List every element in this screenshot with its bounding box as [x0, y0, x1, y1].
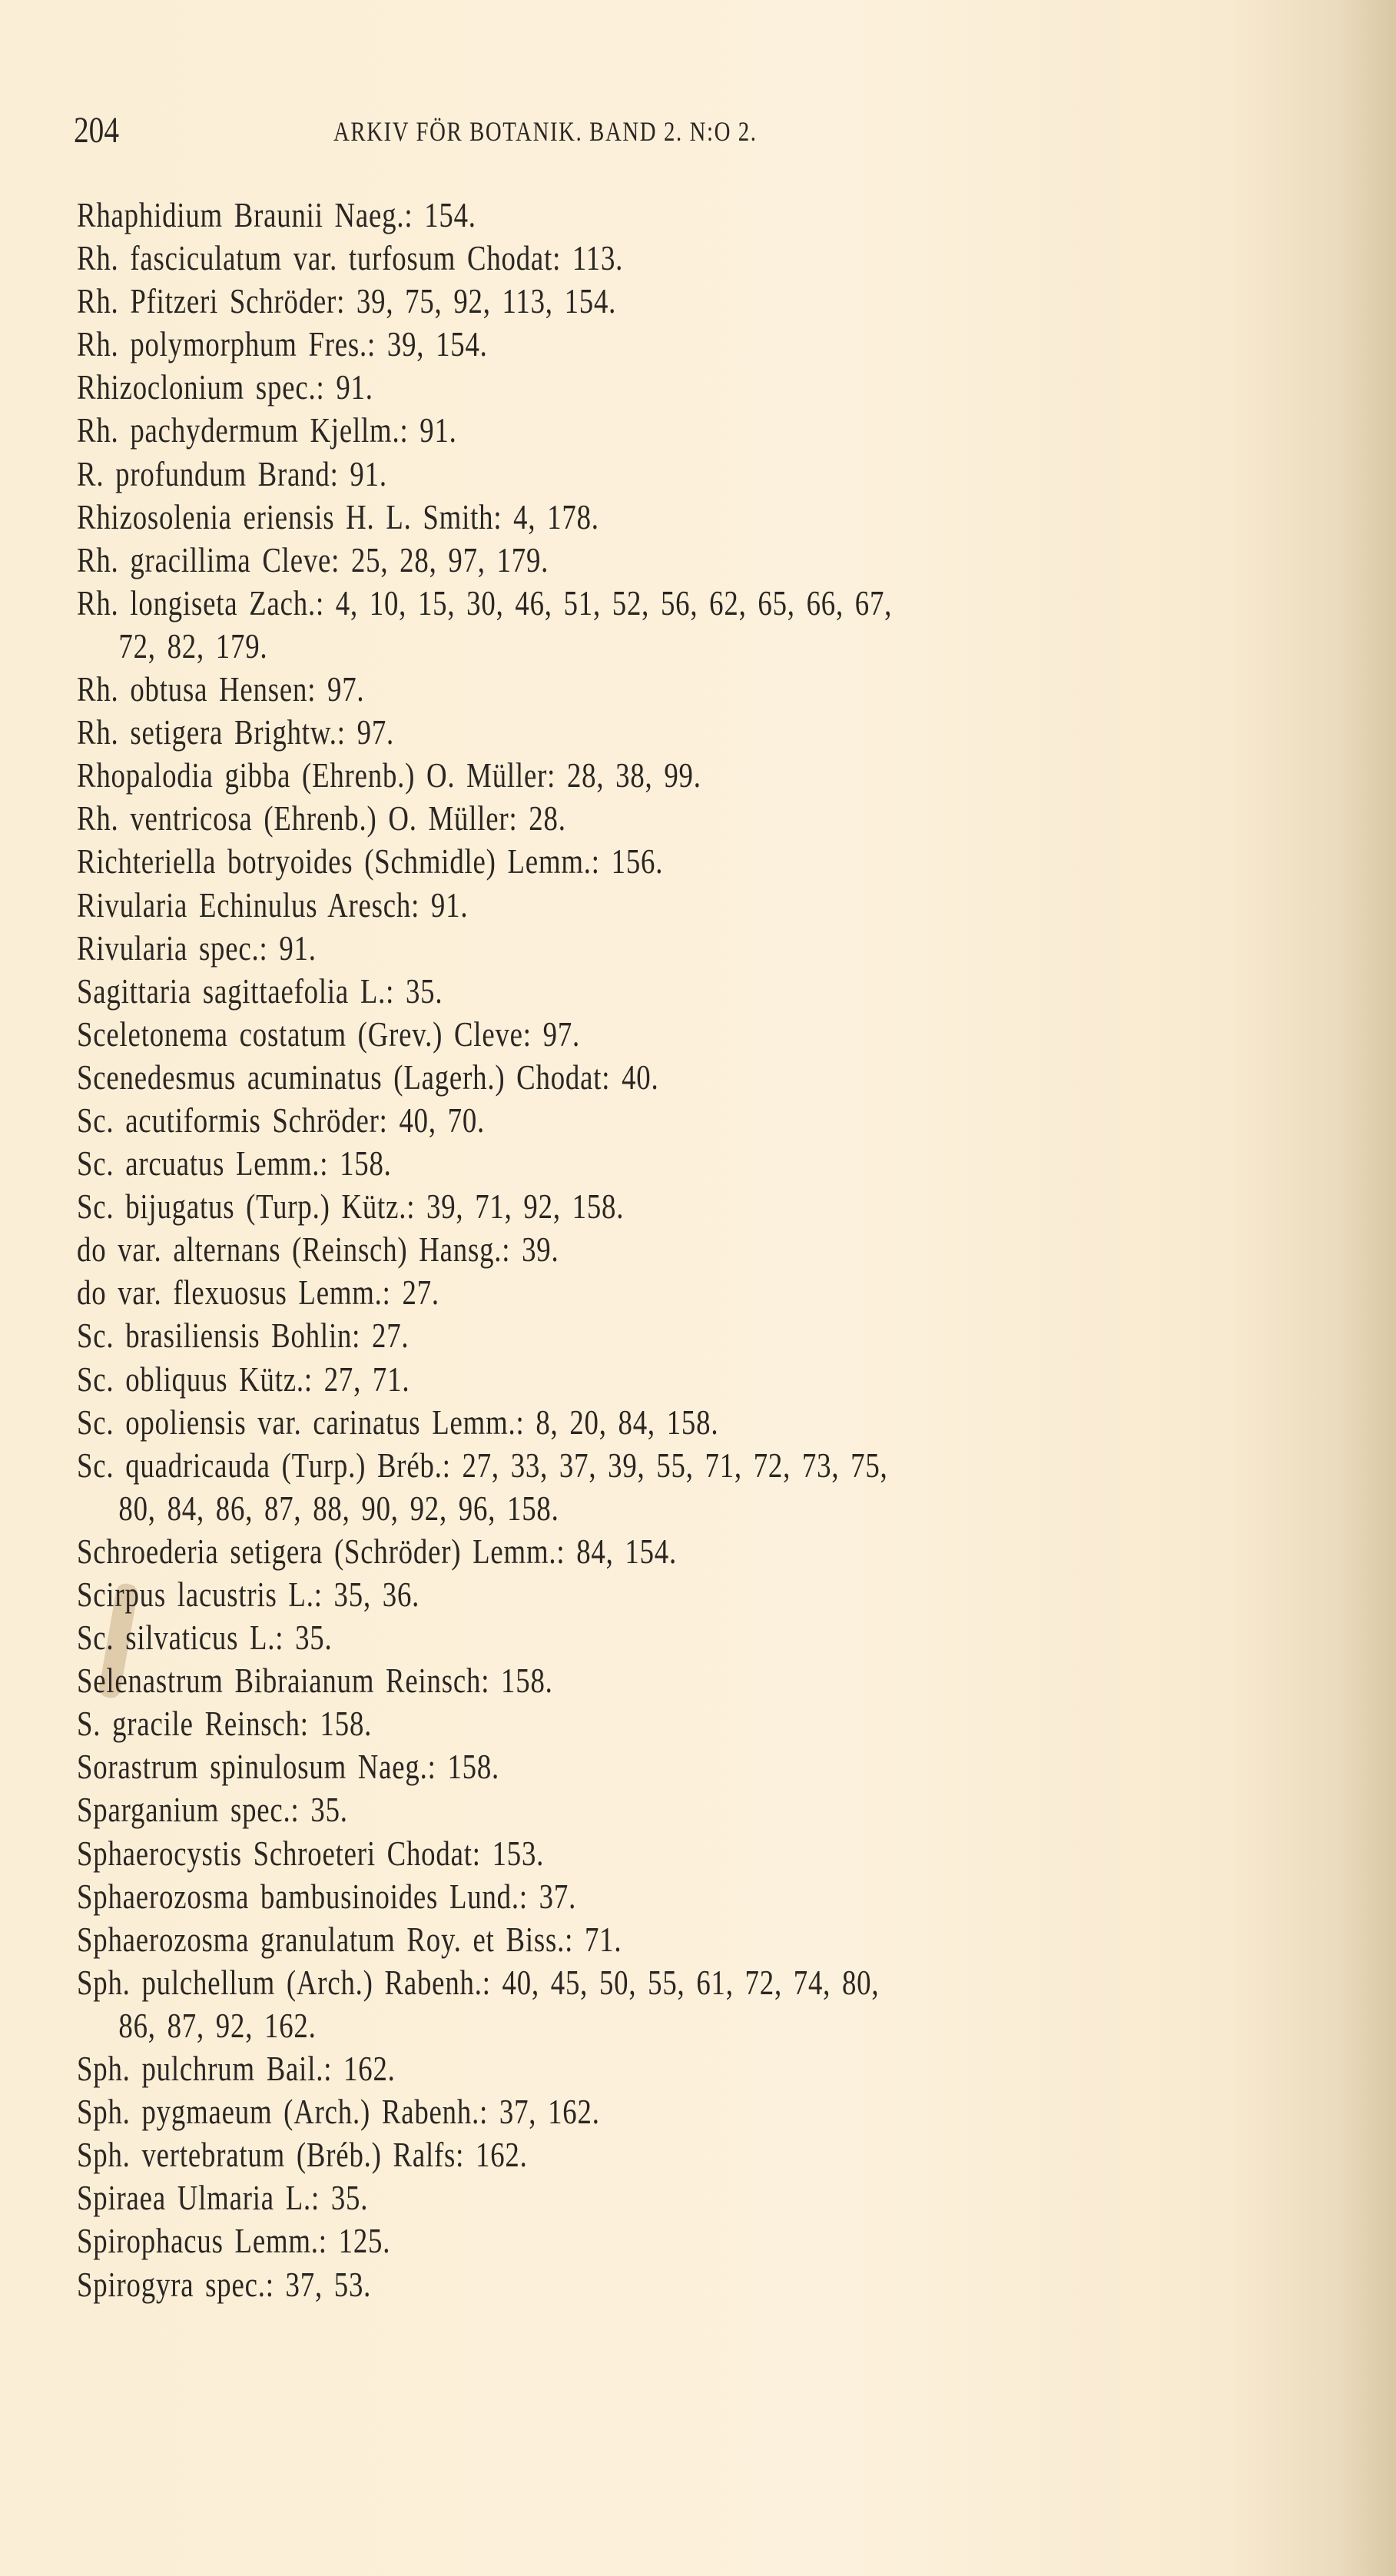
- index-entry: [77, 1788, 1383, 1831]
- index-entry-continuation: 72, 82, 179.: [118, 626, 268, 666]
- index-entry-text: Rh. setigera Brightw.: 97.: [77, 712, 395, 752]
- index-entry: [77, 582, 1383, 668]
- index-entry: [77, 1961, 1383, 2047]
- index-entry: [77, 2219, 1383, 2262]
- index-entry: [77, 237, 1383, 280]
- index-entry: [77, 927, 1383, 970]
- index-entry: [77, 840, 1383, 883]
- index-entry-text: Rh. obtusa Hensen: 97.: [77, 669, 365, 709]
- index-entry-text: Sphaerozosma bambusinoides Lund.: 37.: [77, 1876, 577, 1916]
- index-entry: [77, 1314, 1383, 1357]
- index-entry-text: Sc. silvaticus L.: 35.: [77, 1618, 333, 1658]
- index-entry: [77, 1616, 1383, 1659]
- index-entry: [77, 1659, 1383, 1702]
- index-entry-continuation: 80, 84, 86, 87, 88, 90, 92, 96, 158.: [118, 1488, 559, 1528]
- index-entry-text: Sc. acutiformis Schröder: 40, 70.: [77, 1100, 486, 1140]
- index-entry: [77, 194, 1383, 237]
- index-entry: [77, 1702, 1383, 1745]
- index-entry: [77, 2176, 1383, 2219]
- index-entry-text: Sagittaria sagittaefolia L.: 35.: [77, 971, 443, 1011]
- index-entry: [77, 970, 1383, 1013]
- index-entry-text: Rh. Pfitzeri Schröder: 39, 75, 92, 113, 154.: [77, 281, 617, 321]
- index-entry-text: Sph. pulchellum (Arch.) Rabenh.: 40, 45, 50, 55, 61, 72, 74, 80,: [77, 1962, 880, 2002]
- index-entry-text: Rhopalodia gibba (Ehrenb.) O. Müller: 28, 38, 99.: [77, 755, 701, 795]
- index-entry: [77, 1228, 1383, 1271]
- index-entry: [77, 1056, 1383, 1099]
- index-entry: [77, 1185, 1383, 1228]
- index-entry-text: Scirpus lacustris L.: 35, 36.: [77, 1575, 420, 1614]
- index-entry-text: Rhizosolenia eriensis H. L. Smith: 4, 178.: [77, 496, 599, 536]
- index-entry: [77, 1401, 1383, 1444]
- index-entry: [77, 496, 1383, 539]
- index-entry: [77, 1530, 1383, 1573]
- index-entry-text: Sceletonema costatum (Grev.) Cleve: 97.: [77, 1014, 581, 1054]
- index-entry-text: Rhaphidium Braunii Naeg.: 154.: [77, 195, 476, 234]
- index-entry-text: do var. flexuosus Lemm.: 27.: [77, 1273, 439, 1313]
- index-entry-text: S. gracile Reinsch: 158.: [77, 1704, 373, 1744]
- index-entry-text: Selenastrum Bibraianum Reinsch: 158.: [77, 1661, 553, 1701]
- index-entry-text: Sc. obliquus Kütz.: 27, 71.: [77, 1359, 410, 1399]
- index-entry: [77, 1832, 1383, 1875]
- index-entry: [77, 409, 1383, 452]
- index-entry-text: Rh. ventricosa (Ehrenb.) O. Müller: 28.: [77, 798, 566, 838]
- index-entry-text: Spiraea Ulmaria L.: 35.: [77, 2178, 369, 2218]
- index-entry: [77, 797, 1383, 840]
- index-entry: [77, 2133, 1383, 2176]
- index-entry-text: Rh. pachydermum Kjellm.: 91.: [77, 410, 457, 450]
- index-entry: [77, 453, 1383, 496]
- index-entry-text: Rivularia Echinulus Aresch: 91.: [77, 885, 469, 925]
- index-entry: [77, 323, 1383, 366]
- index-entry-text: Richteriella botryoides (Schmidle) Lemm.: 156.: [77, 842, 664, 881]
- index-entry: [77, 1358, 1383, 1401]
- index-entry: [77, 2263, 1383, 2306]
- index-entry-text: Rh. longiseta Zach.: 4, 10, 15, 30, 46, 51, 52, 56, 62, 65, 66, 67,: [77, 583, 893, 622]
- index-entry-text: Sph. vertebratum (Bréb.) Ralfs: 162.: [77, 2135, 528, 2175]
- index-entry-text: Spirogyra spec.: 37, 53.: [77, 2264, 372, 2304]
- index-entry-text: Rh. gracillima Cleve: 25, 28, 97, 179.: [77, 539, 549, 579]
- index-entry: [77, 1875, 1383, 1918]
- index-entry-text: Sc. opoliensis var. carinatus Lemm.: 8, 20, 84, 158.: [77, 1402, 719, 1442]
- index-entry-text: Scenedesmus acuminatus (Lagerh.) Chodat: 40.: [77, 1057, 659, 1097]
- index-entry-text: Sphaerozosma granulatum Roy. et Biss.: 71.: [77, 1919, 622, 1959]
- index-entry: [77, 1013, 1383, 1056]
- index-entry: [77, 2090, 1383, 2133]
- index-entry-text: Sc. quadricauda (Turp.) Bréb.: 27, 33, 37, 39, 55, 71, 72, 73, 75,: [77, 1445, 888, 1485]
- index-entry: [77, 668, 1383, 711]
- index-entry-text: Schroederia setigera (Schröder) Lemm.: 84, 154.: [77, 1531, 677, 1571]
- index-entry-text: Sph. pygmaeum (Arch.) Rabenh.: 37, 162.: [77, 2092, 600, 2132]
- index-entry-text: Spirophacus Lemm.: 125.: [77, 2221, 391, 2261]
- index-entry: [77, 539, 1383, 582]
- running-title: ARKIV FÖR BOTANIK. BAND 2. N:O 2.: [333, 116, 758, 147]
- page-header: [74, 109, 1149, 155]
- index-entry-text: Sorastrum spinulosum Naeg.: 158.: [77, 1747, 500, 1787]
- index-entry-continuation: 86, 87, 92, 162.: [118, 2005, 317, 2045]
- index-entry-text: Rivularia spec.: 91.: [77, 928, 317, 968]
- index-entry: [77, 884, 1383, 927]
- index-entry-text: Rh. polymorphum Fres.: 39, 154.: [77, 324, 488, 364]
- index-entry: [77, 2047, 1383, 2090]
- index-entry-text: Sphaerocystis Schroeteri Chodat: 153.: [77, 1833, 545, 1873]
- index-entry-text: Rh. fasciculatum var. turfosum Chodat: 113.: [77, 238, 624, 278]
- index-entry: [77, 1444, 1383, 1530]
- index-entry: [77, 1099, 1383, 1142]
- page-number: 204: [74, 110, 120, 151]
- index-entry-text: Sc. arcuatus Lemm.: 158.: [77, 1144, 392, 1183]
- index-entry: [77, 1142, 1383, 1185]
- index-entry-text: Sc. brasiliensis Bohlin: 27.: [77, 1316, 410, 1356]
- species-index: [77, 194, 1383, 2306]
- index-entry: [77, 1745, 1383, 1788]
- index-entry: [77, 1918, 1383, 1961]
- index-entry: [77, 754, 1383, 797]
- index-entry-text: Sph. pulchrum Bail.: 162.: [77, 2049, 396, 2089]
- index-entry: [77, 366, 1383, 409]
- index-entry: [77, 1573, 1383, 1616]
- index-entry-text: Sparganium spec.: 35.: [77, 1790, 348, 1830]
- index-entry: [77, 1271, 1383, 1314]
- index-entry: [77, 280, 1383, 323]
- index-entry-text: do var. alternans (Reinsch) Hansg.: 39.: [77, 1230, 559, 1270]
- index-entry-text: Sc. bijugatus (Turp.) Kütz.: 39, 71, 92, 158.: [77, 1187, 625, 1227]
- index-entry: [77, 711, 1383, 754]
- index-entry-text: Rhizoclonium spec.: 91.: [77, 367, 373, 407]
- index-entry-text: R. profundum Brand: 91.: [77, 453, 387, 493]
